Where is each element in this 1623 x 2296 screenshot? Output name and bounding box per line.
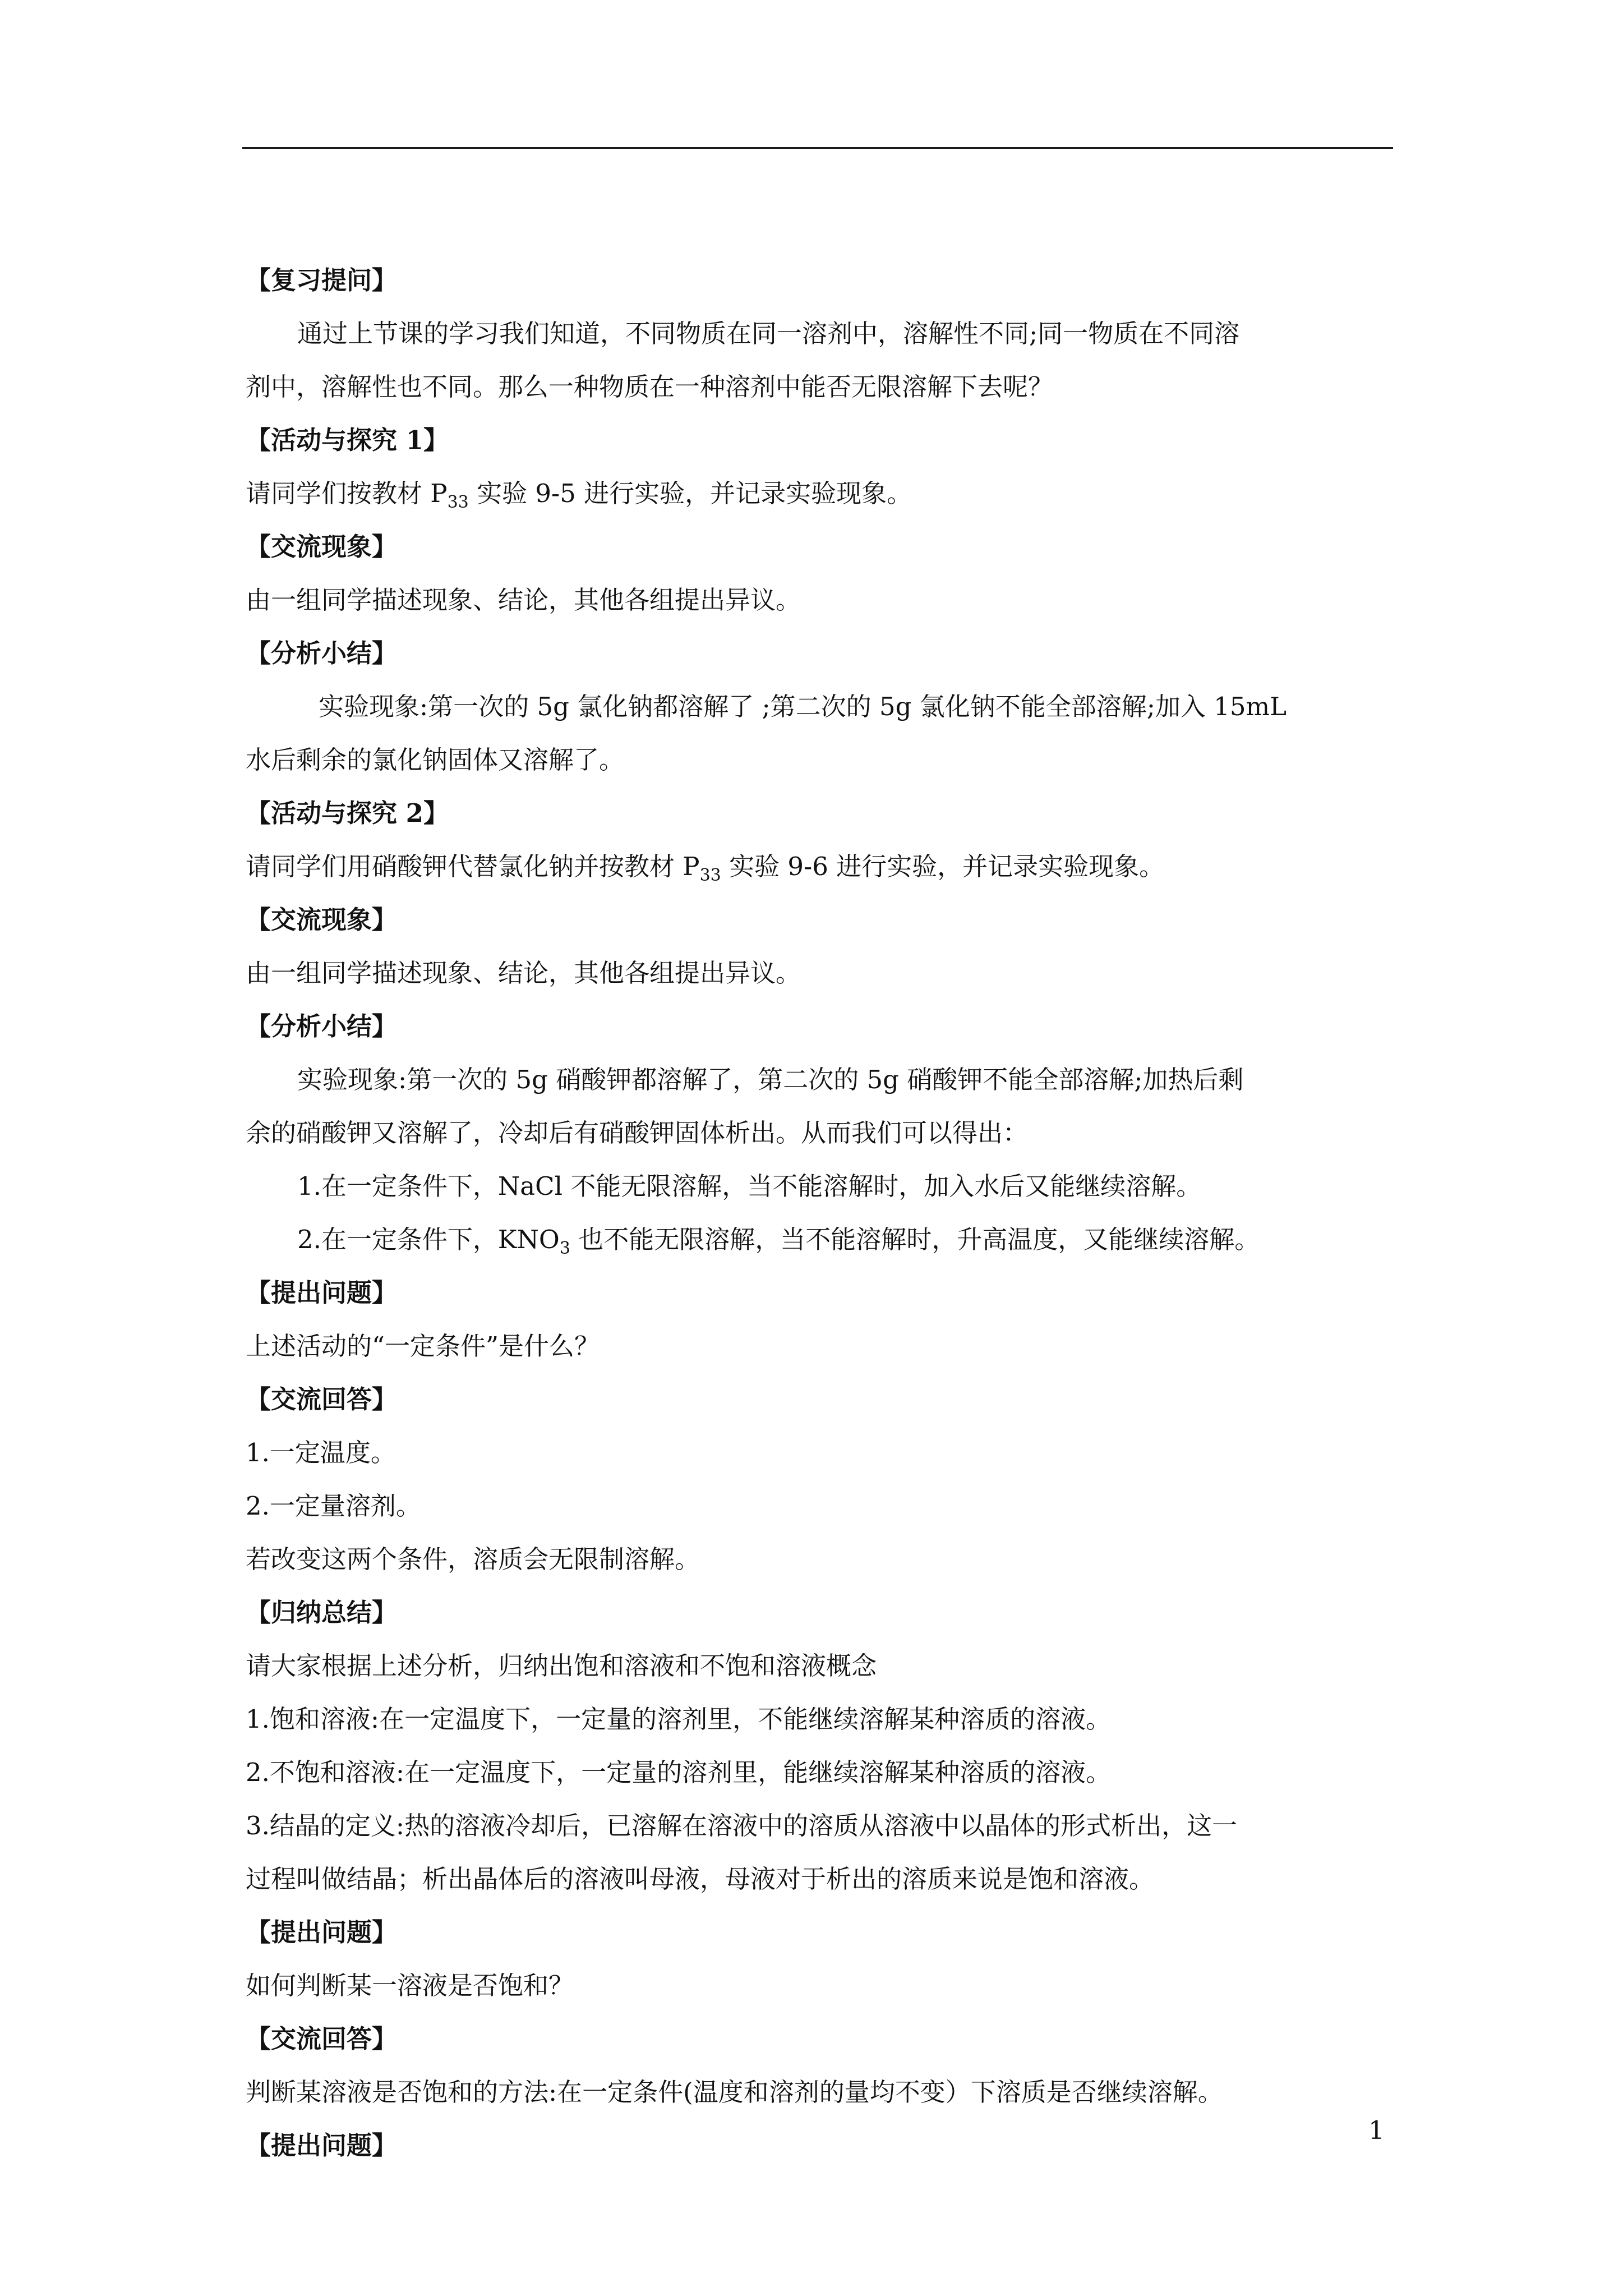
text-run: 也不能无限溶解，当不能溶解时，升高温度，又能继续溶解。 [570,1225,1260,1254]
paragraph-line: 上述活动的“一定条件”是什么？ [246,1331,600,1361]
subscript: 3 [559,1239,570,1258]
paragraph-line: 剂中，溶解性也不同。那么一种物质在一种溶剂中能否无限溶解下去呢？ [246,372,1054,402]
section-heading: 【交流现象】 [246,532,398,562]
text-run: 请同学们按教材 P [246,478,448,508]
subscript: 33 [447,493,469,512]
paragraph-line: 2.一定量溶剂。 [246,1491,421,1521]
section-heading: 【交流回答】 [246,2024,398,2054]
section-heading: 【交流回答】 [246,1384,398,1414]
paragraph-line: 实验现象:第一次的 5g 硝酸钾都溶解了，第二次的 5g 硝酸钾不能全部溶解;加热后剩 [297,1065,1244,1094]
paragraph-line: 实验现象:第一次的 5g 氯化钠都溶解了 ;第二次的 5g 氯化钠不能全部溶解;加入 15mL [319,692,1287,721]
paragraph-line [246,467,1393,520]
text-run: 实验 9-6 进行实验，并记录实验现象。 [721,852,1165,881]
paragraph-line: 通过上节课的学习我们知道，不同物质在同一溶剂中，溶解性不同;同一物质在不同溶 [297,319,1240,348]
section-heading: 【提出问题】 [246,2131,398,2160]
section-heading: 【归纳总结】 [246,1598,398,1627]
paragraph-line: 如何判断某一溶液是否饱和？ [246,1971,574,2000]
paragraph-line: 过程叫做结晶；析出晶体后的溶液叫母液，母液对于析出的溶质来说是饱和溶液。 [246,1864,1155,1894]
paragraph-line: 若改变这两个条件，溶质会无限制溶解。 [246,1544,700,1574]
page-number: 1 [1368,2115,1385,2145]
text-run: 2.在一定条件下，KNO [297,1225,560,1254]
section-heading: 【活动与探究 1】 [246,425,449,455]
paragraph-line [246,1213,1393,1266]
paragraph-line: 水后剩余的氯化钠固体又溶解了。 [246,745,625,775]
paragraph-line: 由一组同学描述现象、结论，其他各组提出异议。 [246,958,801,988]
paragraph-line [246,840,1393,893]
section-heading: 【提出问题】 [246,1278,398,1308]
section-heading: 【复习提问】 [246,265,398,295]
section-heading: 【分析小结】 [246,638,398,668]
paragraph-line: 3.结晶的定义:热的溶液冷却后，已溶解在溶液中的溶质从溶液中以晶体的形式析出，这一 [246,1811,1238,1841]
section-heading: 【活动与探究 2】 [246,798,449,828]
paragraph-line: 余的硝酸钾又溶解了，冷却后有硝酸钾固体析出。从而我们可以得出： [246,1118,1029,1148]
paragraph-line: 1.饱和溶液:在一定温度下，一定量的溶剂里，不能继续溶解某种溶质的溶液。 [246,1704,1112,1734]
text-run: 请同学们用硝酸钾代替氯化钠并按教材 P [246,852,700,881]
section-heading: 【分析小结】 [246,1011,398,1041]
paragraph-line: 由一组同学描述现象、结论，其他各组提出异议。 [246,585,801,615]
section-heading: 【交流现象】 [246,905,398,935]
paragraph-line: 判断某溶液是否饱和的方法:在一定条件(温度和溶剂的量均不变）下溶质是否继续溶解。 [246,2077,1223,2107]
paragraph-line: 1.在一定条件下，NaCl 不能无限溶解，当不能溶解时，加入水后又能继续溶解。 [297,1171,1202,1201]
text-run: 实验 9-5 进行实验，并记录实验现象。 [468,478,912,508]
paragraph-line: 1.一定温度。 [246,1438,396,1467]
section-heading: 【提出问题】 [246,1917,398,1947]
header-rule [242,147,1393,149]
paragraph-line: 2.不饱和溶液:在一定温度下，一定量的溶剂里，能继续溶解某种溶质的溶液。 [246,1757,1112,1787]
subscript: 33 [699,866,721,885]
paragraph-line: 请大家根据上述分析，归纳出饱和溶液和不饱和溶液概念 [246,1651,877,1681]
document-body [246,254,1393,2172]
